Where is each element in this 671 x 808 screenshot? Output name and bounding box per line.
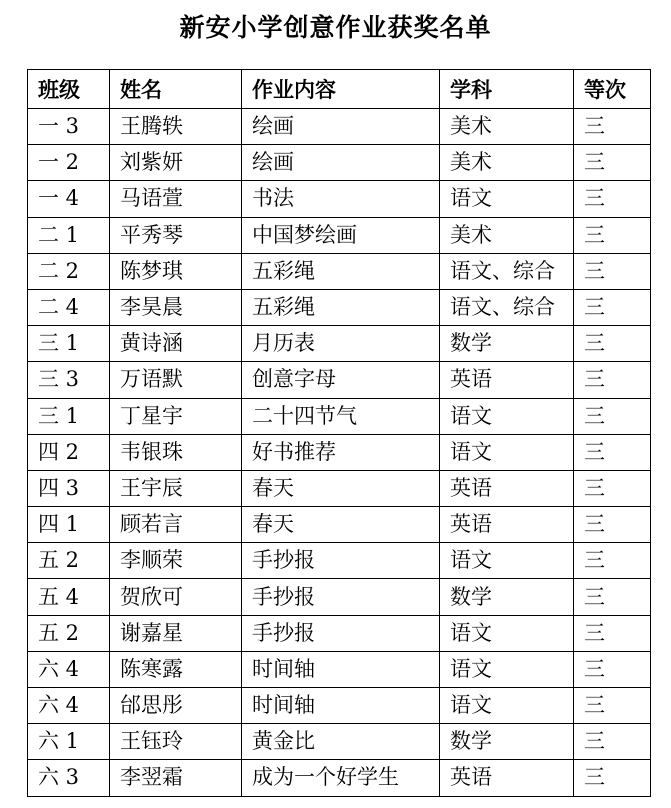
rank-cell: 三	[574, 543, 651, 579]
name-cell: 刘紫妍	[110, 145, 242, 181]
rank-cell: 三	[574, 615, 651, 651]
column-header-rank: 等次	[574, 70, 651, 109]
name-cell: 万语默	[110, 362, 242, 398]
name-cell: 丁星宇	[110, 398, 242, 434]
subject-cell: 美术	[440, 109, 574, 145]
work-cell: 时间轴	[242, 688, 440, 724]
class-cell: 四 1	[28, 507, 110, 543]
name-cell: 王腾轶	[110, 109, 242, 145]
page-title: 新安小学创意作业获奖名单	[179, 13, 492, 42]
name-cell: 黄诗涵	[110, 326, 242, 362]
rank-cell: 三	[574, 109, 651, 145]
rank-cell: 三	[574, 145, 651, 181]
rank-cell: 三	[574, 398, 651, 434]
rank-cell: 三	[574, 579, 651, 615]
subject-cell: 数学	[440, 724, 574, 760]
class-cell: 六 3	[28, 760, 110, 796]
table-row	[28, 326, 651, 362]
class-cell: 二 1	[28, 217, 110, 253]
column-header-class: 班级	[28, 70, 110, 109]
table-row	[28, 543, 651, 579]
name-cell: 王宇辰	[110, 470, 242, 506]
name-cell: 平秀琴	[110, 217, 242, 253]
subject-cell: 语文	[440, 651, 574, 687]
subject-cell: 数学	[440, 579, 574, 615]
table-row	[28, 760, 651, 796]
table-row	[28, 615, 651, 651]
rank-cell: 三	[574, 724, 651, 760]
work-cell: 黄金比	[242, 724, 440, 760]
subject-cell: 语文	[440, 434, 574, 470]
work-cell: 春天	[242, 507, 440, 543]
name-cell: 李翌霜	[110, 760, 242, 796]
rank-cell: 三	[574, 362, 651, 398]
class-cell: 二 4	[28, 289, 110, 325]
subject-cell: 英语	[440, 507, 574, 543]
subject-cell: 语文	[440, 181, 574, 217]
subject-cell: 美术	[440, 145, 574, 181]
table-row	[28, 398, 651, 434]
class-cell: 三 3	[28, 362, 110, 398]
class-cell: 六 1	[28, 724, 110, 760]
subject-cell: 语文、综合	[440, 253, 574, 289]
work-cell: 创意字母	[242, 362, 440, 398]
class-cell: 二 2	[28, 253, 110, 289]
name-cell: 贺欣可	[110, 579, 242, 615]
rank-cell: 三	[574, 289, 651, 325]
table-row	[28, 109, 651, 145]
work-cell: 绘画	[242, 109, 440, 145]
subject-cell: 英语	[440, 362, 574, 398]
subject-cell: 语文、综合	[440, 289, 574, 325]
award-table	[27, 69, 651, 797]
subject-cell: 数学	[440, 326, 574, 362]
table-row	[28, 362, 651, 398]
column-header-name: 姓名	[110, 70, 242, 109]
rank-cell: 三	[574, 253, 651, 289]
work-cell: 中国梦绘画	[242, 217, 440, 253]
table-row	[28, 217, 651, 253]
name-cell: 顾若言	[110, 507, 242, 543]
subject-cell: 语文	[440, 615, 574, 651]
name-cell: 邰思彤	[110, 688, 242, 724]
rank-cell: 三	[574, 326, 651, 362]
rank-cell: 三	[574, 470, 651, 506]
name-cell: 陈梦琪	[110, 253, 242, 289]
work-cell: 五彩绳	[242, 289, 440, 325]
table-row	[28, 253, 651, 289]
subject-cell: 美术	[440, 217, 574, 253]
name-cell: 李昊晨	[110, 289, 242, 325]
work-cell: 时间轴	[242, 651, 440, 687]
table-row	[28, 651, 651, 687]
class-cell: 一 2	[28, 145, 110, 181]
class-cell: 三 1	[28, 326, 110, 362]
work-cell: 手抄报	[242, 579, 440, 615]
table-row	[28, 289, 651, 325]
name-cell: 王钰玲	[110, 724, 242, 760]
table-row	[28, 434, 651, 470]
work-cell: 五彩绳	[242, 253, 440, 289]
column-header-subject: 学科	[440, 70, 574, 109]
work-cell: 二十四节气	[242, 398, 440, 434]
work-cell: 书法	[242, 181, 440, 217]
class-cell: 四 3	[28, 470, 110, 506]
work-cell: 好书推荐	[242, 434, 440, 470]
rank-cell: 三	[574, 217, 651, 253]
work-cell: 手抄报	[242, 615, 440, 651]
table-row	[28, 579, 651, 615]
class-cell: 一 3	[28, 109, 110, 145]
work-cell: 春天	[242, 470, 440, 506]
class-cell: 五 4	[28, 579, 110, 615]
table-row	[28, 688, 651, 724]
name-cell: 马语萱	[110, 181, 242, 217]
name-cell: 李顺荣	[110, 543, 242, 579]
work-cell: 手抄报	[242, 543, 440, 579]
class-cell: 六 4	[28, 651, 110, 687]
name-cell: 陈寒露	[110, 651, 242, 687]
subject-cell: 语文	[440, 688, 574, 724]
rank-cell: 三	[574, 507, 651, 543]
subject-cell: 英语	[440, 760, 574, 796]
table-row	[28, 507, 651, 543]
table-row	[28, 724, 651, 760]
name-cell: 韦银珠	[110, 434, 242, 470]
class-cell: 三 1	[28, 398, 110, 434]
class-cell: 一 4	[28, 181, 110, 217]
table-row	[28, 470, 651, 506]
subject-cell: 语文	[440, 398, 574, 434]
column-header-work: 作业内容	[242, 70, 440, 109]
subject-cell: 语文	[440, 543, 574, 579]
table-row	[28, 145, 651, 181]
class-cell: 五 2	[28, 615, 110, 651]
rank-cell: 三	[574, 760, 651, 796]
rank-cell: 三	[574, 181, 651, 217]
class-cell: 五 2	[28, 543, 110, 579]
class-cell: 四 2	[28, 434, 110, 470]
work-cell: 月历表	[242, 326, 440, 362]
table-header-row	[28, 70, 651, 109]
rank-cell: 三	[574, 651, 651, 687]
work-cell: 成为一个好学生	[242, 760, 440, 796]
subject-cell: 英语	[440, 470, 574, 506]
name-cell: 谢嘉星	[110, 615, 242, 651]
rank-cell: 三	[574, 688, 651, 724]
work-cell: 绘画	[242, 145, 440, 181]
rank-cell: 三	[574, 434, 651, 470]
table-row	[28, 181, 651, 217]
class-cell: 六 4	[28, 688, 110, 724]
